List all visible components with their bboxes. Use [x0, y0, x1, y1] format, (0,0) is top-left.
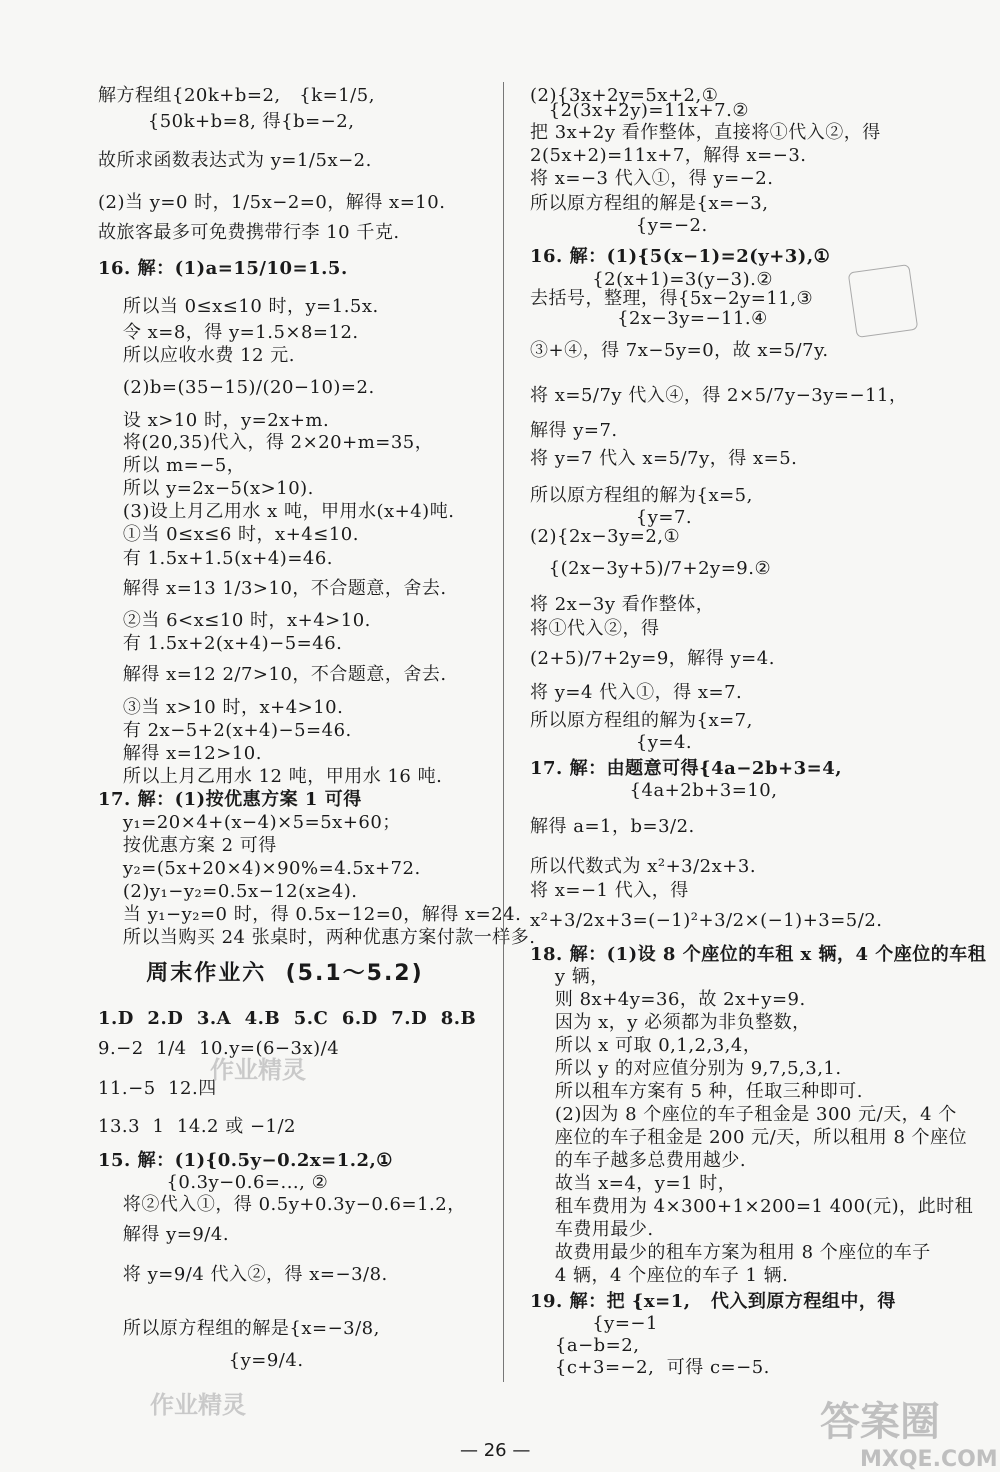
text-line: 解得 y=9/4. [98, 1224, 230, 1245]
text-line: 所以原方程组的解是{x=−3/8, [98, 1318, 380, 1339]
text-line: {a−b=2, [530, 1335, 640, 1356]
text-line: 所以原方程组的解为{x=5, [530, 485, 753, 506]
text-line: (2)当 y=0 时，1/5x−2=0，解得 x=10. [98, 192, 446, 213]
column-divider [503, 82, 504, 1382]
text-line: 18. 解：(1)设 8 个座位的车租 x 辆，4 个座位的车租 [530, 944, 987, 965]
text-line: 9.−2 1/4 10.y=(6−3x)/4 [98, 1038, 340, 1059]
text-line: 所以代数式为 x²+3/2x+3. [530, 856, 757, 877]
text-line: 15. 解：(1){0.5y−0.2x=1.2,① [98, 1150, 393, 1171]
text-line: {(2x−3y+5)/7+2y=9.② [530, 558, 772, 579]
text-line: 则 8x+4y=36，故 2x+y=9. [530, 989, 806, 1010]
text-line: 11.−5 12.四 [98, 1078, 217, 1099]
text-line: 所以上月乙用水 12 吨，甲用水 16 吨. [98, 766, 443, 787]
text-line: ③+④，得 7x−5y=0，故 x=5/7y. [530, 340, 829, 361]
text-line: 2(5x+2)=11x+7，解得 x=−3. [530, 145, 807, 166]
text-line: 有 1.5x+1.5(x+4)=46. [98, 548, 334, 569]
stamp-graphic [848, 264, 919, 338]
logo-url: MXQE.COM [860, 1447, 998, 1472]
text-line: {y=4. [530, 732, 693, 753]
text-line: 故旅客最多可免费携带行李 10 千克. [98, 222, 400, 243]
text-line: (2)因为 8 个座位的车子租金是 300 元/天，4 个 [530, 1104, 957, 1125]
text-line: 将 y=4 代入①，得 x=7. [530, 682, 743, 703]
text-line: 19. 解：把 {x=1, 代入到原方程组中，得 [530, 1291, 896, 1312]
text-line: 将 x=5/7y 代入④，得 2×5/7y−3y=−11， [530, 385, 908, 406]
text-line: 解方程组{20k+b=2, {k=1/5, [98, 85, 375, 106]
text-line: 令 x=8，得 y=1.5×8=12. [98, 322, 359, 343]
text-line: (2){2x−3y=2,① [530, 526, 681, 547]
text-line: 解得 x=12 2/7>10，不合题意，舍去. [98, 664, 447, 685]
text-line: 当 y₁−y₂=0 时，得 0.5x−12=0，解得 x=24. [98, 904, 522, 925]
text-line: (2)y₁−y₂=0.5x−12(x≥4). [98, 881, 358, 902]
logo-main: 答案圈 [820, 1399, 940, 1445]
text-line: y₂=(5x+20×4)×90%=4.5x+72. [98, 858, 421, 879]
text-line: 13.3 1 14.2 或 −1/2 [98, 1116, 296, 1137]
text-line: 所以 m=−5， [98, 455, 246, 476]
text-line: 16. 解：(1){5(x−1)=2(y+3),① [530, 246, 831, 267]
text-line: 去括号，整理，得{5x−2y=11,③ [530, 288, 814, 309]
text-line: 有 2x−5+2(x+4)−5=46. [98, 720, 352, 741]
text-line: 所以原方程组的解为{x=7, [530, 710, 753, 731]
text-line: (2+5)/7+2y=9，解得 y=4. [530, 648, 775, 669]
text-line: 把 3x+2y 看作整体，直接将①代入②，得 [530, 122, 881, 143]
text-line: 将 x=−3 代入①，得 y=−2. [530, 168, 774, 189]
text-line: (3)设上月乙用水 x 吨，甲用水(x+4)吨. [98, 501, 455, 522]
text-line: 座位的车子租金是 200 元/天，所以租用 8 个座位 [530, 1127, 968, 1148]
text-line: 将 y=9/4 代入②，得 x=−3/8. [98, 1264, 388, 1285]
text-line: y₁=20×4+(x−4)×5=5x+60； [98, 812, 401, 833]
text-line: 将 x=−1 代入，得 [530, 880, 689, 901]
text-line: 所以应收水费 12 元. [98, 345, 295, 366]
text-line: {0.3y−0.6=..., ② [98, 1172, 329, 1193]
site-logo [820, 1390, 998, 1472]
text-line: (2){3x+2y=5x+2,① [530, 85, 719, 106]
text-line: 所以 y=2x−5(x>10). [98, 478, 314, 499]
page-number: — 26 — [460, 1440, 531, 1461]
text-line: 解得 a=1，b=3/2. [530, 816, 695, 837]
text-line: 将 y=7 代入 x=5/7y，得 x=5. [530, 448, 798, 469]
text-line: {2x−3y=−11.④ [530, 308, 768, 329]
text-line: {c+3=−2, 可得 c=−5. [530, 1357, 770, 1378]
text-line: {y=7. [530, 507, 693, 528]
section-title: 周末作业六 (5.1～5.2) [98, 961, 424, 986]
text-line: ②当 6<x≤10 时，x+4>10. [98, 610, 371, 631]
text-line: 故当 x=4，y=1 时， [530, 1173, 737, 1194]
text-line: ③当 x>10 时，x+4>10. [98, 697, 344, 718]
text-line: 故费用最少的租车方案为租用 8 个座位的车子 [530, 1242, 931, 1263]
text-line: 4 辆，4 个座位的车子 1 辆. [530, 1265, 789, 1286]
text-line: {y=−1 [530, 1313, 658, 1334]
watermark: 作业精灵 [210, 1056, 306, 1084]
text-line: 17. 解：(1)按优惠方案 1 可得 [98, 789, 362, 810]
text-line: {50k+b=8, 得{b=−2, [98, 111, 355, 132]
text-line: 1.D 2.D 3.A 4.B 5.C 6.D 7.D 8.B [98, 1008, 477, 1029]
text-line: 17. 解：由题意可得{4a−2b+3=4, [530, 758, 843, 779]
text-line: 将 2x−3y 看作整体， [530, 594, 715, 615]
text-line: 解得 x=12>10. [98, 743, 262, 764]
text-line: {y=−2. [530, 215, 708, 236]
text-line: y 辆， [530, 966, 609, 987]
text-line: 所以原方程组的解是{x=−3, [530, 193, 769, 214]
text-line: 因为 x，y 必须都为非负整数， [530, 1012, 811, 1033]
text-line: 故所求函数表达式为 y=1/5x−2. [98, 150, 372, 171]
text-line: 将②代入①，得 0.5y+0.3y−0.6=1.2， [98, 1194, 466, 1215]
text-line: (2)b=(35−15)/(20−10)=2. [98, 377, 375, 398]
text-line: ①当 0≤x≤6 时，x+4≤10. [98, 524, 359, 545]
text-line: 16. 解：(1)a=15/10=1.5. [98, 258, 348, 279]
text-line: 按优惠方案 2 可得 [98, 835, 277, 856]
text-line: 所以当购买 24 张桌时，两种优惠方案付款一样多. [98, 927, 536, 948]
text-line: 解得 x=13 1/3>10，不合题意，舍去. [98, 578, 447, 599]
text-line: {y=9/4. [98, 1350, 304, 1371]
watermark: 作业精灵 [150, 1391, 246, 1419]
text-line: 解得 y=7. [530, 420, 618, 441]
text-line: {4a+2b+3=10, [530, 780, 778, 801]
text-line: {2(x+1)=3(y−3).② [530, 269, 773, 290]
text-line: x²+3/2x+3=(−1)²+3/2×(−1)+3=5/2. [530, 910, 883, 931]
text-line: 的车子越多总费用越少. [530, 1150, 747, 1171]
text-line: 所以租车方案有 5 种，任取三种即可. [530, 1081, 864, 1102]
text-line: 所以当 0≤x≤10 时，y=1.5x. [98, 296, 379, 317]
text-line: 将(20,35)代入，得 2×20+m=35， [98, 432, 434, 453]
text-line: 有 1.5x+2(x+4)−5=46. [98, 633, 343, 654]
text-line: 将①代入②，得 [530, 618, 660, 639]
text-line: 租车费用为 4×300+1×200=1 400(元)，此时租 [530, 1196, 974, 1217]
text-line: 车费用最少. [530, 1219, 654, 1240]
text-line: {2(3x+2y)=11x+7.② [530, 100, 749, 121]
text-line: 所以 x 可取 0,1,2,3,4， [530, 1035, 762, 1056]
text-line: 所以 y 的对应值分别为 9,7,5,3,1. [530, 1058, 842, 1079]
text-line: 设 x>10 时，y=2x+m. [98, 410, 330, 431]
